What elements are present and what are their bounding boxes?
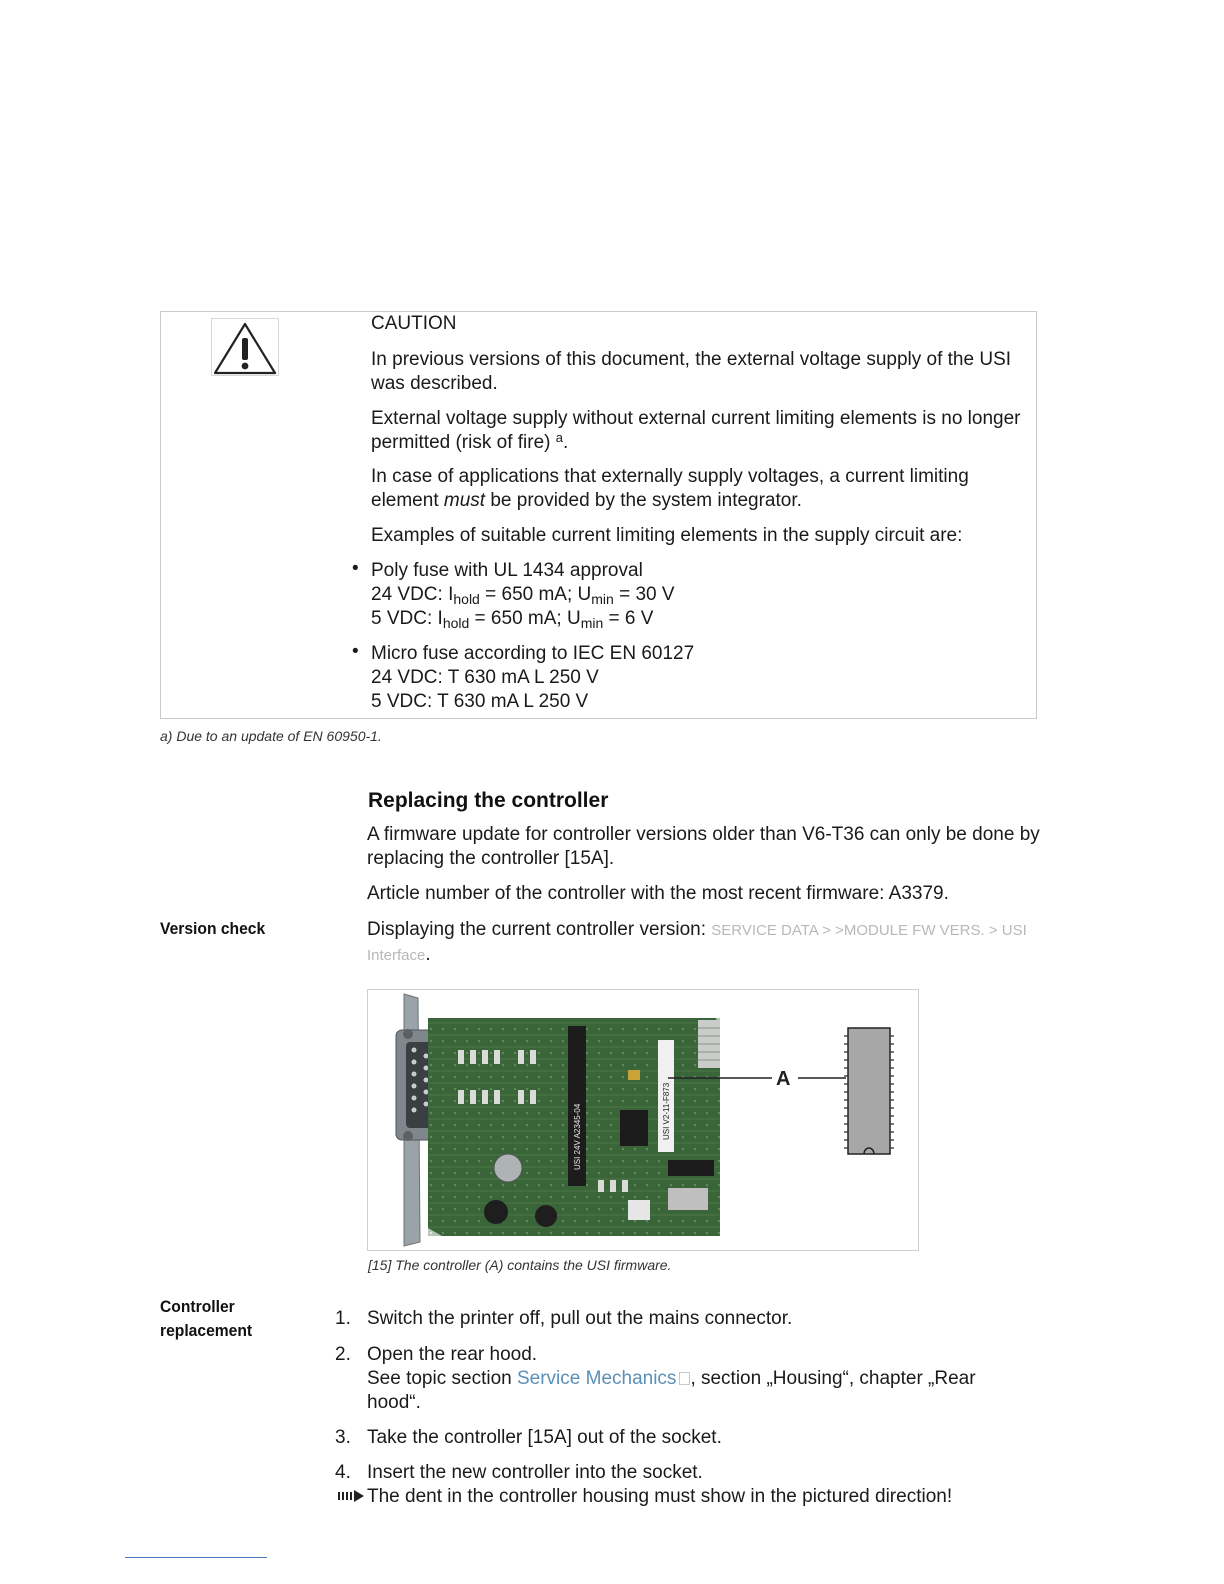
caution-paragraph-4: Examples of suitable current limiting elements in the supply circuit are: <box>371 525 963 546</box>
caution-title: CAUTION <box>371 313 457 334</box>
footer-rule <box>125 1557 267 1558</box>
result-arrow-icon <box>338 1489 364 1503</box>
footnote: a) Due to an update of EN 60950-1. <box>160 728 382 744</box>
step-3: Take the controller [15A] out of the socket. <box>367 1427 722 1448</box>
caution-paragraph-2: External voltage supply without external current limiting elements is no longer permitted (risk of fire) $^a$. <box>371 408 1021 453</box>
pcb-marking-2: USI V2-11-F873 <box>662 1082 671 1140</box>
menu-path: SERVICE DATA > >MODULE FW VERS. > USI Interface <box>367 922 1027 964</box>
bullet-marker: • <box>352 641 359 662</box>
footnote-marker: a <box>555 430 563 445</box>
step-number: 1. <box>335 1308 351 1329</box>
bullet-micro-fuse: Micro fuse according to IEC EN 60127 24 VDC: T 630 mA L 250 V 5 VDC: T 630 mA L 250 V <box>371 643 695 712</box>
caution-paragraph-3: In case of applications that externally supply voltages, a current limiting element must be provided by the system integrator. <box>371 466 969 511</box>
version-check-text: Displaying the current controller version: SERVICE DATA > >MODULE FW VERS. > USI Interface. <box>367 919 1027 965</box>
figure-caption: [15] The controller (A) contains the USI firmware. <box>368 1257 672 1273</box>
bullet-marker: • <box>352 558 359 579</box>
service-mechanics-link[interactable]: Service Mechanics <box>516 1368 677 1389</box>
bullet-poly-fuse: Poly fuse with UL 1434 approval 24 VDC: $I_{hold} = 650$ mA; $U_{min} = 30$ V 5 VDC: $I_{hold} = 650$ mA; $U_{min} = 6$ V <box>371 560 675 631</box>
step-number: 2. <box>335 1344 351 1365</box>
controller-board-image <box>368 990 918 1250</box>
section-title: Replacing the controller <box>368 789 609 812</box>
step-number: 3. <box>335 1427 351 1448</box>
result-note: The dent in the controller housing must show in the pictured direction! <box>367 1486 953 1507</box>
pcb-marking-1: USI 24V A2345-04 <box>573 1103 582 1170</box>
section-paragraph-2: Article number of the controller with the most recent firmware: A3379. <box>367 883 949 904</box>
version-check-label: Version check <box>160 919 266 938</box>
controller-replacement-label: Controller replacement <box>160 1297 253 1340</box>
section-paragraph-1: A firmware update for controller versions older than V6-T36 can only be done by replacing the controller [15A]. <box>367 824 1040 869</box>
step-number: 4. <box>335 1462 351 1483</box>
controller-figure <box>367 989 919 1251</box>
step-2: Open the rear hood. See topic section Service Mechanics , section „Housing“, chapter „Rear hood“. <box>367 1344 976 1413</box>
figure-label-a: A <box>776 1068 791 1090</box>
external-link-icon[interactable] <box>679 1372 690 1385</box>
step-4: Insert the new controller into the socket. <box>367 1462 703 1483</box>
step-1: Switch the printer off, pull out the mains connector. <box>367 1308 793 1329</box>
warning-triangle-icon <box>211 318 279 376</box>
caution-paragraph-1: In previous versions of this document, the external voltage supply of the USI was described. <box>371 349 1012 394</box>
